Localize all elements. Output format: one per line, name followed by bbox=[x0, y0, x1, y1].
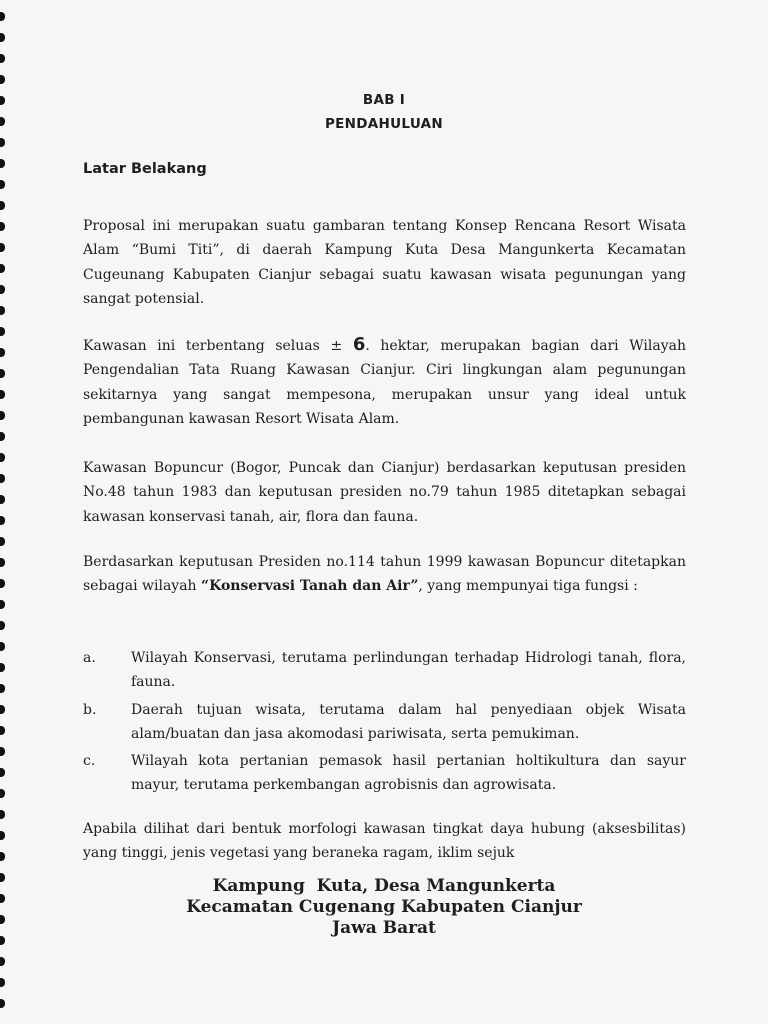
list-item-text: Wilayah kota pertanian pemasok hasil pertanian holtikultura dan sayur mayur, terutama perkembangan agrobisnis dan agrowisata. bbox=[131, 753, 686, 794]
paragraph-decree-text-start: Berdasarkan keputusan Presiden no.114 tahun 1999 kawasan Bopuncur ditetapkan sebagai wilayah bbox=[83, 554, 686, 595]
list-item bbox=[83, 698, 686, 747]
list-item-text: Daerah tujuan wisata, terutama dalam hal penyediaan objek Wisata alam/buatan dan jasa akomodasi pariwisata, serta pemukiman. bbox=[131, 701, 686, 742]
paragraph-area-text-end: . hektar, merupakan bagian dari Wilayah Pengendalian Tata Ruang Kawasan Cianjur. Ciri lingkungan alam pegunungan sekitarnya yang sangat mempesona, merupakan unsur yang ideal untuk pembangunan kawasan Resort Wisata Alam. bbox=[83, 338, 686, 427]
list-marker: c. bbox=[83, 753, 96, 770]
paragraph-intro: Proposal ini merupakan suatu gambaran tentang Konsep Rencana Resort Wisata Alam “Bumi Titi”, di daerah Kampung Kuta Desa Mangunkerta Kecamatan Cugeunang Kabupaten Cianjur sebagai suatu kawasan wisata pegunungan yang sangat potensial. bbox=[83, 218, 686, 307]
footer-line-2: Kecamatan Cugenang Kabupaten Cianjur bbox=[186, 897, 582, 917]
section-title: Latar Belakang bbox=[83, 161, 207, 177]
paragraph-decree-text-end: , yang mempunyai tiga fungsi : bbox=[418, 578, 638, 595]
list-item bbox=[83, 749, 686, 798]
list-marker: a. bbox=[83, 650, 96, 666]
footer-line-3: Jawa Barat bbox=[332, 918, 436, 938]
document-footer bbox=[0, 876, 768, 939]
functions-list bbox=[83, 646, 686, 801]
list-item-text: Wilayah Konservasi, terutama perlindungan terhadap Hidrologi tanah, flora, fauna. bbox=[131, 650, 686, 691]
conservation-term: “Konservasi Tanah dan Air” bbox=[201, 578, 419, 595]
paragraph-bopuncur: Kawasan Bopuncur (Bogor, Puncak dan Cianjur) berdasarkan keputusan presiden No.48 tahun 1983 dan keputusan presiden no.79 tahun 1985 ditetapkan sebagai kawasan konservasi tanah, air, flora dan fauna. bbox=[83, 460, 686, 525]
list-marker: b. bbox=[83, 701, 97, 718]
footer-line-1: Kampung Kuta, Desa Mangunkerta bbox=[212, 876, 556, 896]
chapter-number: BAB I bbox=[362, 92, 406, 108]
paragraph-area-text-start: Kawasan ini terbentang seluas ± bbox=[83, 338, 353, 354]
paragraph-morphology: Apabila dilihat dari bentuk morfologi kawasan tingkat daya hubung (aksesbilitas) yang tinggi, jenis vegetasi yang beraneka ragam, iklim sejuk bbox=[83, 821, 686, 862]
list-item bbox=[83, 646, 686, 695]
handwritten-area-value: 6 bbox=[352, 334, 366, 355]
chapter-title: PENDAHULUAN bbox=[324, 116, 444, 132]
paragraph-area bbox=[83, 334, 686, 431]
paragraph-decree bbox=[83, 550, 686, 599]
